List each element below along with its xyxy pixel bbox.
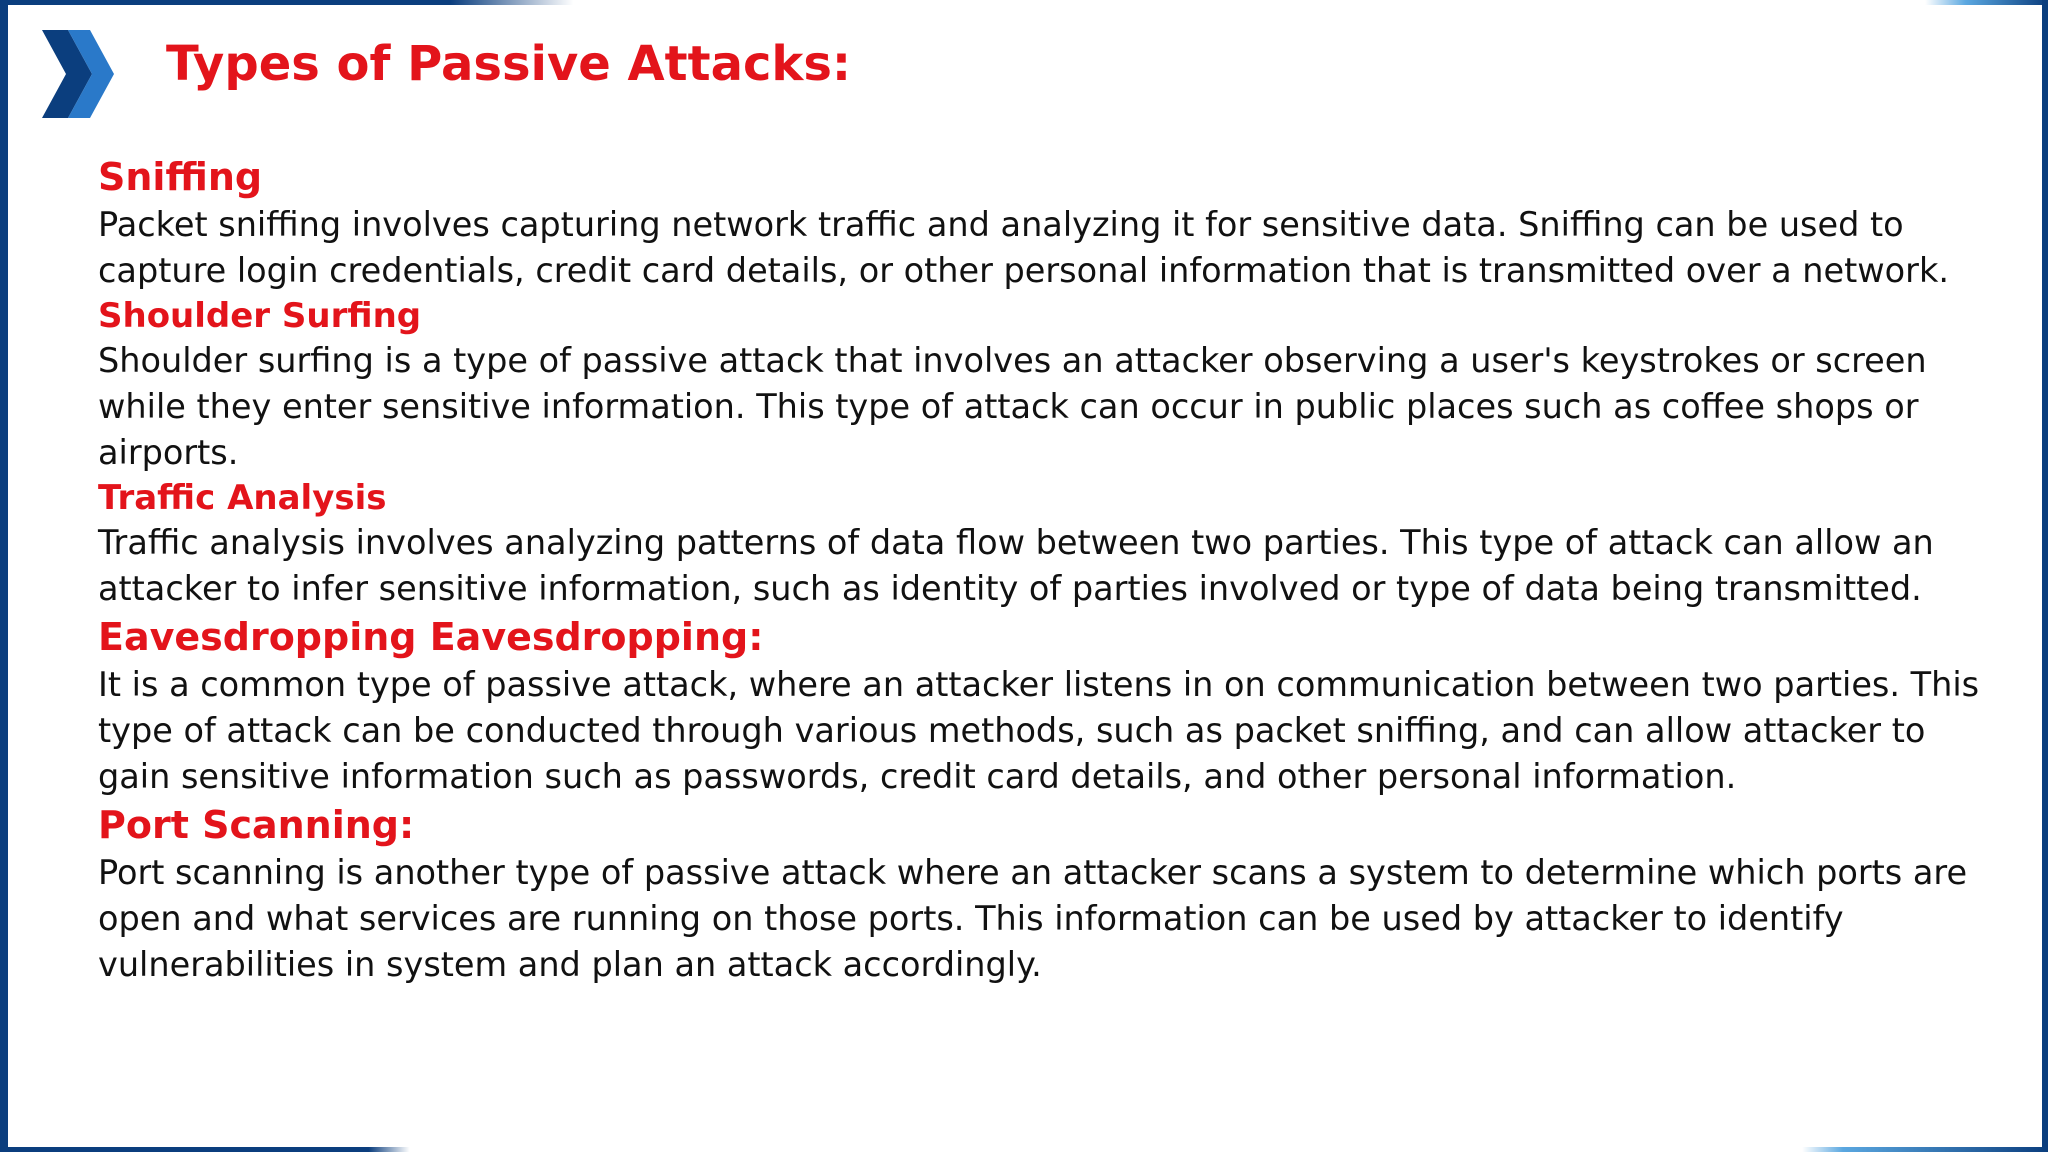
section-port-scanning xyxy=(98,800,2008,988)
section-heading: Eavesdropping Eavesdropping: xyxy=(98,615,764,659)
section-traffic-analysis xyxy=(98,476,2008,612)
section-heading: Sniffing xyxy=(98,155,263,199)
section-body: Packet sniffing involves capturing network traffic and analyzing it for sensitive data. Sniffing can be used to capture login credentials, credit card details, or other personal information that is transmitted over a network. xyxy=(98,205,1949,290)
right-border xyxy=(2042,0,2048,1152)
section-body: Traffic analysis involves analyzing patterns of data flow between two parties. This type of attack can allow an attacker to infer sensitive information, such as identity of parties involved or type of data being transmitted. xyxy=(98,523,1934,608)
content xyxy=(98,152,2008,988)
section-body: It is a common type of passive attack, where an attacker listens in on communication between two parties. This type of attack can be conducted through various methods, such as packet sniffing, and can allow attacker to gain sensitive information such as passwords, credit card details, and other personal information. xyxy=(98,665,1980,796)
section-shoulder-surfing xyxy=(98,294,2008,476)
page-title: Types of Passive Attacks: xyxy=(166,36,852,92)
section-eavesdropping xyxy=(98,612,2008,800)
bottom-border xyxy=(0,1147,2048,1152)
section-body: Port scanning is another type of passive attack where an attacker scans a system to determine which ports are open and what services are running on those ports. This information can be used by attacker to identify vulnerabilities in system and plan an attack accordingly. xyxy=(98,853,1968,984)
section-body: Shoulder surfing is a type of passive attack that involves an attacker observing a user's keystrokes or screen while they enter sensitive information. This type of attack can occur in public places such as coffee shops or airports. xyxy=(98,341,1927,472)
double-chevron-right-icon xyxy=(38,30,118,118)
section-heading: Port Scanning: xyxy=(98,803,415,847)
section-heading: Traffic Analysis xyxy=(98,478,387,518)
left-border xyxy=(0,0,8,1152)
section-heading: Shoulder Surfing xyxy=(98,296,422,336)
section-sniffing xyxy=(98,152,2008,294)
top-border xyxy=(0,0,2048,5)
